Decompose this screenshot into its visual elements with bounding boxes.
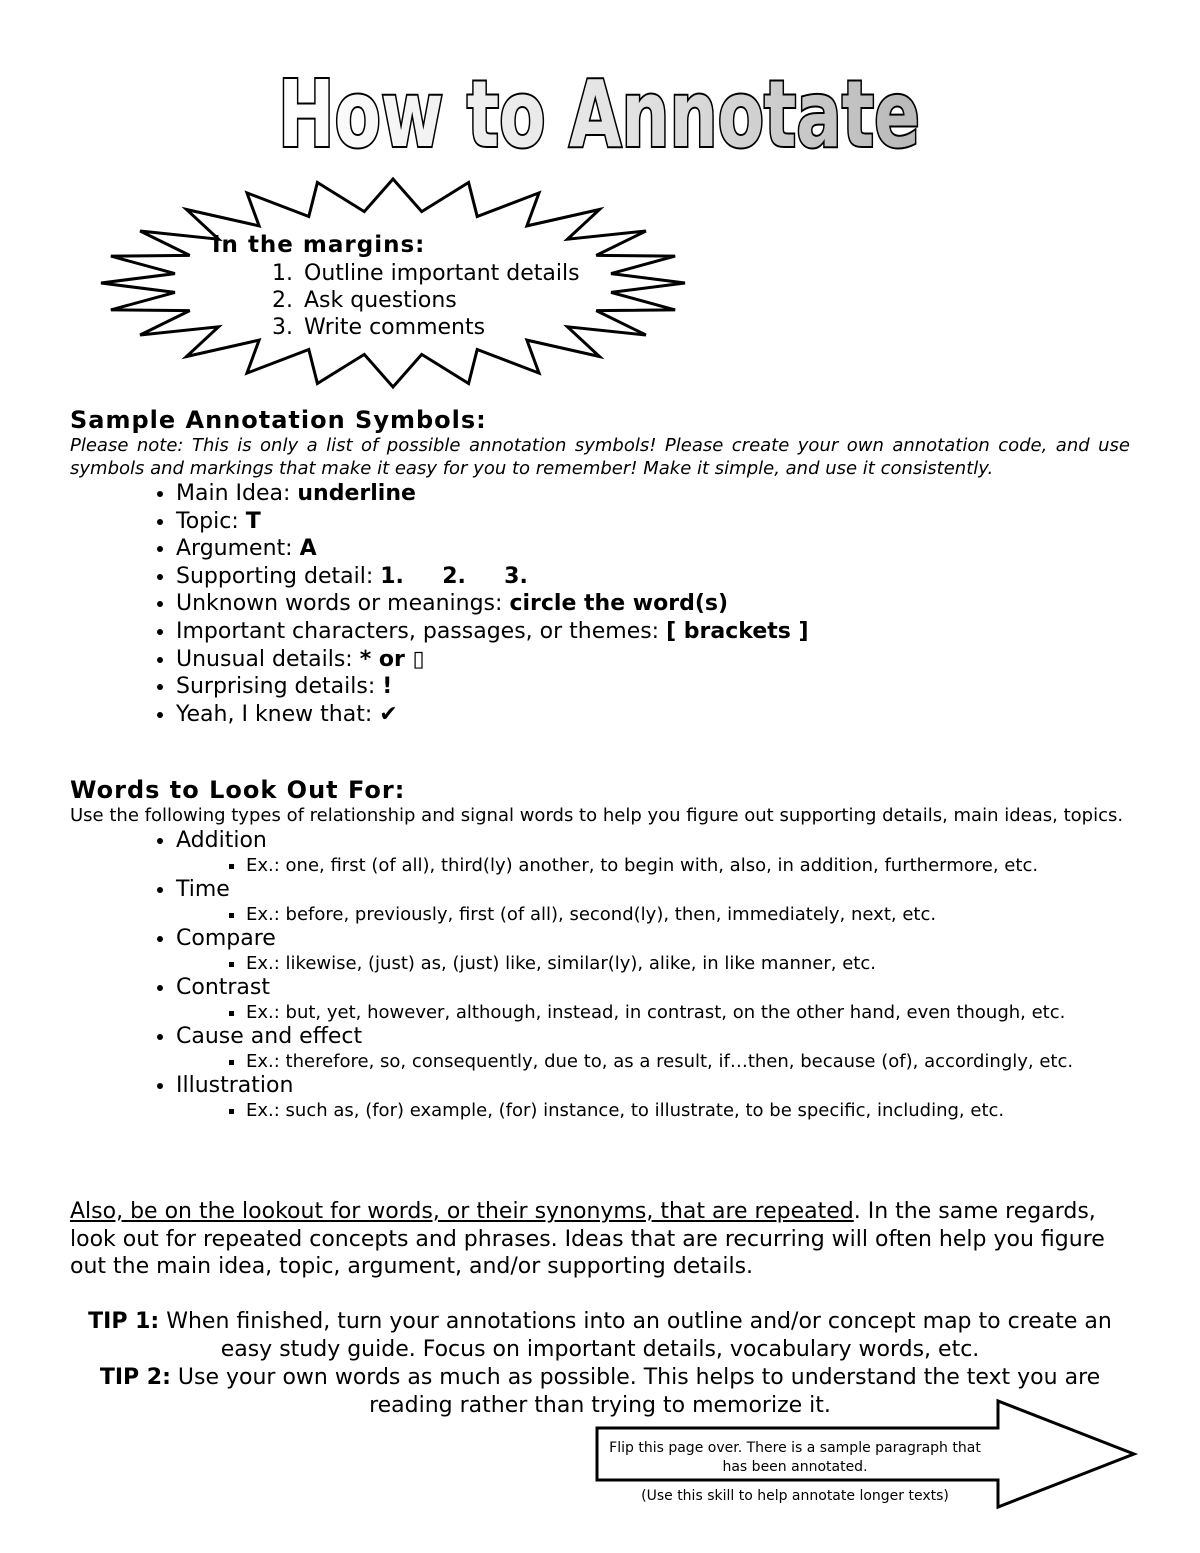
word-category: • Contrast ▪ Ex.: but, yet, however, although, instead, in contrast, on the other hand, even though, etc. [176, 975, 1130, 1024]
symbol-item: • Main Idea: underline [176, 480, 1130, 508]
margins-list [212, 260, 580, 341]
word-example: ▪ Ex.: but, yet, however, although, instead, in contrast, on the other hand, even though, etc. [246, 1001, 1130, 1024]
repeated-words-paragraph: Also, be on the lookout for words, or their synonyms, that are repeated. In the same regards, look out for repeated concepts and phrases. Ideas that are recurring will often help you figure out the main idea, topic, argument, and/or supporting details. [70, 1199, 1105, 1279]
word-example: ▪ Ex.: one, first (of all), third(ly) another, to begin with, also, in addition, furthermore, etc. [246, 854, 1130, 877]
margins-heading: In the margins: [212, 232, 426, 258]
word-example: ▪ Ex.: therefore, so, consequently, due to, as a result, if…then, because (of), accordingly, etc. [246, 1050, 1130, 1073]
flip-page-note: Flip this page over. There is a sample paragraph that has been annotated. [609, 1440, 981, 1475]
page-title [270, 58, 930, 168]
symbol-item: • Unusual details: * or ▯ [176, 646, 1130, 674]
word-category: • Addition ▪ Ex.: one, first (of all), third(ly) another, to begin with, also, in addition, furthermore, etc. [176, 828, 1130, 877]
tip-1: TIP 1: When finished, turn your annotations into an outline and/or concept map to create an easy study guide. Focus on important details, vocabulary words, etc. [88, 1309, 1112, 1362]
margins-item: 1. Outline important details [300, 260, 580, 287]
word-category: • Time ▪ Ex.: before, previously, first (of all), second(ly), then, immediately, next, etc. [176, 877, 1130, 926]
checkmark-icon: ✔ [379, 701, 398, 727]
symbol-item: • Supporting detail: 1. 2. 3. [176, 563, 1130, 591]
words-intro: Use the following types of relationship and signal words to help you figure out supporting details, main ideas, topics. [70, 805, 1124, 826]
repeated-words-emphasis: Also, be on the lookout for words, or their synonyms, that are repeated [70, 1199, 854, 1224]
words-heading: Words to Look Out For: [70, 776, 406, 804]
word-example: ▪ Ex.: such as, (for) example, (for) instance, to illustrate, to be specific, including, etc. [246, 1099, 1130, 1122]
word-example: ▪ Ex.: likewise, (just) as, (just) like, similar(ly), alike, in like manner, etc. [246, 952, 1130, 975]
symbol-item: • Unknown words or meanings: circle the word(s) [176, 590, 1130, 618]
words-list [70, 828, 1130, 1122]
page-title-text: How to Annotate [278, 61, 920, 168]
symbol-item: • Yeah, I knew that: ✔ [176, 701, 1130, 729]
symbols-list [70, 480, 1130, 728]
symbols-section [70, 406, 1130, 728]
margins-item: 3. Write comments [300, 314, 580, 341]
symbol-item: • Surprising details: ! [176, 673, 1130, 701]
symbol-item: • Important characters, passages, or themes: [ brackets ] [176, 618, 1130, 646]
word-category: • Compare ▪ Ex.: likewise, (just) as, (just) like, similar(ly), alike, in like manner, etc. [176, 926, 1130, 975]
symbols-note: Please note: This is only a list of possible annotation symbols! Please create your own annotation code, and use symbols and markings that make it easy for you to remember! Make it simple, and use it consistently. [70, 435, 1130, 479]
symbol-item: • Topic: T [176, 508, 1130, 536]
tip-2: TIP 2: Use your own words as much as possible. This helps to understand the text you are reading rather than trying to memorize it. [99, 1365, 1101, 1418]
word-category: • Illustration ▪ Ex.: such as, (for) example, (for) instance, to illustrate, to be specific, including, etc. [176, 1073, 1130, 1122]
word-category: • Cause and effect ▪ Ex.: therefore, so, consequently, due to, as a result, if…then, because (of), accordingly, etc. [176, 1024, 1130, 1073]
margins-item: 2. Ask questions [300, 287, 580, 314]
skill-note: (Use this skill to help annotate longer texts) [641, 1488, 949, 1504]
symbol-item: • Argument: A [176, 535, 1130, 563]
words-section [70, 776, 1130, 1122]
word-example: ▪ Ex.: before, previously, first (of all), second(ly), then, immediately, next, etc. [246, 903, 1130, 926]
symbols-heading: Sample Annotation Symbols: [70, 406, 487, 434]
margins-callout [212, 232, 580, 341]
